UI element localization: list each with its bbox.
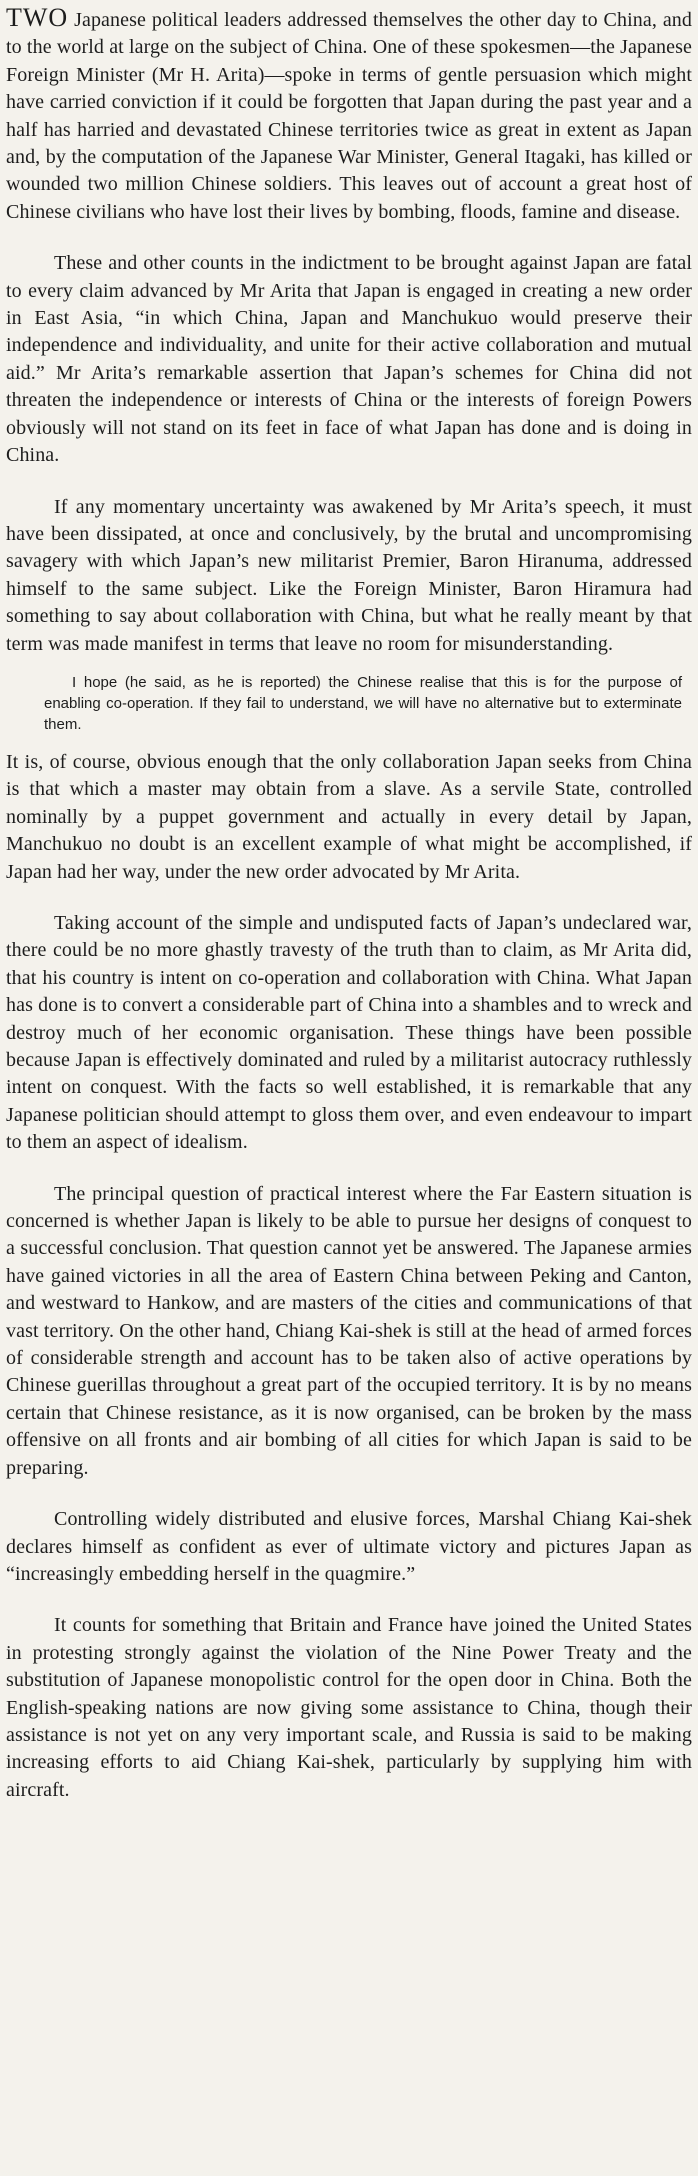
paragraph-6: The principal question of practical interest where the Far Eastern situation is concerned is whether Japan is likely to be able to pursue her designs of conquest to a successful conclusion. That question cannot yet be answered. The Japanese armies have gained victories in all the area of Eastern China between Peking and Canton, and westward to Hankow, and are masters of the cities and communications of that vast territory. On the other hand, Chiang Kai-shek is still at the head of armed forces of considerable strength and account has to be taken also of active operations by Chinese guerillas throughout a great part of the occupied territory. It is by no means certain that Chinese resistance, as it is now organised, can be broken by the mass offensive on all fronts and air bombing of all cities for which Japan is said to be preparing. (6, 1182, 692, 1479)
paragraph-2: These and other counts in the indictment to be brought against Japan are fatal to every claim advanced by Mr Arita that Japan is engaged in creating a new order in East Asia, “in which China, Japan and Manchukuo would preserve their independence and individuality, and unite for their active collaboration and mutual aid.” Mr Arita’s remarkable assertion that Japan’s schemes for China did not threaten the independence or interests of China or the interests of foreign Powers obviously will not stand on its feet in face of what Japan has done and is doing in China. (6, 252, 692, 467)
paragraph-5: Taking account of the simple and undisputed facts of Japan’s undeclared war, there could be no more ghastly travesty of the truth than to claim, as Mr Arita did, that his country is intent on co-operation and collaboration with China. What Japan has done is to convert a considerable part of China into a shambles and to wreck and destroy much of her economic organisation. These things have been possible because Japan is effectively dominated and ruled by a militarist autocracy ruthlessly intent on conquest. With the facts so well established, it is remarkable that any Japanese politician should attempt to gloss them over, and even endeavour to impart to them an aspect of idealism. (6, 911, 692, 1154)
paragraph-7: Controlling widely distributed and elusive forces, Marshal Chiang Kai-shek declares himself as confident as ever of ultimate victory and pictures Japan as “increasingly embedding herself in the quagmire.” (6, 1508, 692, 1585)
hiranuma-quote: I hope (he said, as he is reported) the Chinese realise that this is for the purpose of enabling co-operation. If they fail to understand, we will have no alternative but to exterminate them. (44, 673, 682, 733)
paragraph-3: If any momentary uncertainty was awakened by Mr Arita’s speech, it must have been dissipated, at once and conclusively, by the brutal and uncompromising savagery with which Japan’s new militarist Premier, Baron Hiranuma, addressed himself to the same subject. Like the Foreign Minister, Baron Hiramura had something to say about collaboration with China, but what he really meant by that term was made manifest in terms that leave no room for misunderstanding. (6, 495, 692, 655)
paragraph-4: It is, of course, obvious enough that the only collaboration Japan seeks from China is that which a master may obtain from a slave. As a servile State, controlled nominally by a puppet government and actually in every detail by Japan, Manchukuo no doubt is an excellent example of what might be accomplished, if Japan had her way, under the new order advocated by Mr Arita. (6, 750, 692, 883)
opening-word: TWO (6, 3, 69, 32)
paragraph-8: It counts for something that Britain and France have joined the United States in protesting strongly against the violation of the Nine Power Treaty and the substitution of Japanese monopolistic control for the open door in China. Both the English-speaking nations are now giving some assistance to China, though their assistance is not yet on any very important scale, and Russia is said to be making increasing efforts to aid Chiang Kai-shek, particularly by supplying him with aircraft. (6, 1614, 692, 1801)
paragraph-1-text: Japanese political leaders addressed themselves the other day to China, and to the world at large on the subject of China. One of these spokesmen—the Japanese Foreign Minister (Mr H. Arita)—spoke in terms of gentle persuasion which might have carried conviction if it could be forgotten that Japan during the past year and a half has harried and devastated Chinese territories twice as great in extent as Japan and, by the computation of the Japanese War Minister, General Itagaki, has killed or wounded two million Chinese soldiers. This leaves out of account a great host of Chinese civilians who have lost their lives by bombing, floods, famine and disease. (6, 9, 692, 223)
paragraph-1 (6, 4, 692, 226)
